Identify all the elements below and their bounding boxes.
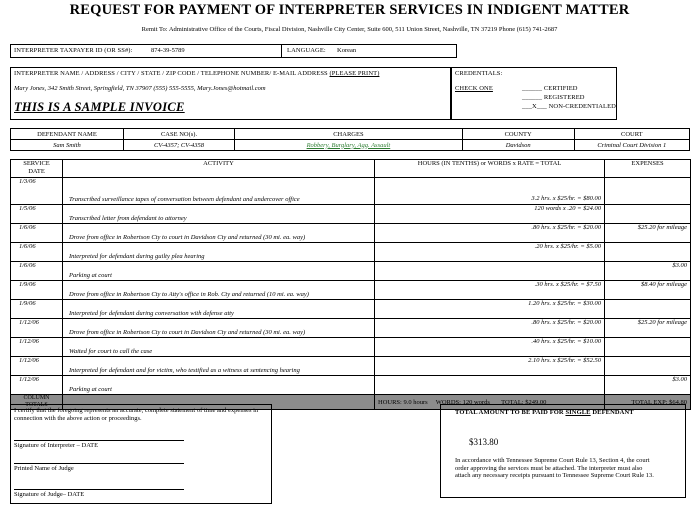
- judge-signature-label: Signature of Judge– DATE: [14, 491, 85, 498]
- judge-name-label: Printed Name of Judge: [14, 465, 74, 472]
- services-header-row: [11, 160, 691, 178]
- defendant-table: [10, 128, 690, 151]
- row-calc[interactable]: 3.2 hrs. x $25/hr. = $80.00: [375, 178, 605, 205]
- row-expense[interactable]: [605, 300, 691, 319]
- row-date[interactable]: 1/12/06: [11, 319, 63, 338]
- table-row: [11, 319, 691, 338]
- interpreter-name-value[interactable]: Mary Jones, 342 Smith Street, Springfield, TN 37907 (555) 555-5555, Mary.Jones@hotmail.com: [14, 85, 266, 92]
- interpreter-signature-line[interactable]: [14, 440, 184, 441]
- row-expense[interactable]: [605, 178, 691, 205]
- service-date-header: SERVICE DATE: [11, 160, 63, 178]
- row-activity[interactable]: Drove from office in Robertson Cty to Atty's office in Rob. Cty and returned (10 mi. ea. way): [63, 281, 375, 300]
- row-calc[interactable]: .80 hrs. x $25/hr. = $20.00: [375, 224, 605, 243]
- row-date[interactable]: 1/12/06: [11, 376, 63, 395]
- registered-option[interactable]: [522, 94, 585, 101]
- row-calc[interactable]: 120 words x .20 = $24.00: [375, 205, 605, 224]
- row-calc[interactable]: .20 hrs. x $25/hr. = $5.00: [375, 243, 605, 262]
- table-row: [11, 300, 691, 319]
- sample-invoice-banner: THIS IS A SAMPLE INVOICE: [14, 100, 185, 114]
- row-expense[interactable]: $25.20 for mileage: [605, 224, 691, 243]
- please-print-note: (PLEASE PRINT): [329, 70, 380, 77]
- row-calc[interactable]: .30 hrs. x $25/hr. = $7.50: [375, 281, 605, 300]
- table-row: [11, 357, 691, 376]
- row-activity[interactable]: Parking at court: [63, 376, 375, 395]
- certification-box: [10, 404, 272, 504]
- table-row: [11, 281, 691, 300]
- certified-blank: ______: [522, 85, 543, 92]
- row-date[interactable]: 1/3/06: [11, 178, 63, 205]
- total-hours: HOURS: 9.0 hours: [378, 398, 428, 406]
- row-activity[interactable]: Transcribed surveillance tapes of conversation between defendant and undercover office: [63, 178, 375, 205]
- table-row: [11, 205, 691, 224]
- judge-signature-line[interactable]: [14, 489, 184, 490]
- payment-amount[interactable]: $313.80: [469, 437, 499, 447]
- row-activity[interactable]: Parking at court: [63, 262, 375, 281]
- certified-text: CERTIFIED: [543, 85, 578, 92]
- row-date[interactable]: 1/5/06: [11, 205, 63, 224]
- row-calc[interactable]: [375, 262, 605, 281]
- expenses-header: EXPENSES: [605, 160, 691, 178]
- row-expense[interactable]: $8.40 for mileage: [605, 281, 691, 300]
- row-date[interactable]: 1/9/06: [11, 300, 63, 319]
- non-credentialed-mark: ___X___: [522, 103, 547, 110]
- total-amount: TOTAL: $249.00: [501, 398, 547, 406]
- case-no-value[interactable]: CV-4357; CV-4358: [123, 140, 234, 151]
- payment-label: [455, 409, 634, 416]
- table-row: [11, 338, 691, 357]
- payment-note: In accordance with Tennessee Supreme Court Rule 13, Section 4, the court order approving the services must be attached. The interpreter must also attach any necessary receipts pursuant to Tennessee Supreme Court Rule 13.: [455, 457, 654, 479]
- row-activity[interactable]: Interpreted for defendant during conversation with defense atty: [63, 300, 375, 319]
- row-expense[interactable]: $25.20 for mileage: [605, 319, 691, 338]
- row-date[interactable]: 1/6/06: [11, 243, 63, 262]
- row-date[interactable]: 1/6/06: [11, 262, 63, 281]
- payment-label-single: SINGLE: [565, 409, 591, 416]
- row-activity[interactable]: Interpreted for defendant and for victim, who testified as a witness at sentencing hearing: [63, 357, 375, 376]
- table-row: [11, 243, 691, 262]
- row-activity[interactable]: Waited for court to call the case: [63, 338, 375, 357]
- row-activity[interactable]: Transcribed letter from defendant to attorney: [63, 205, 375, 224]
- check-one-label: CHECK ONE: [455, 85, 493, 92]
- language-value[interactable]: Korean: [337, 47, 357, 54]
- interpreter-name-label-text: INTERPRETER NAME / ADDRESS / CITY / STATE / ZIP CODE / TELEPHONE NUMBER/ E-MAIL ADDRESS: [14, 70, 328, 77]
- county-header: COUNTY: [462, 129, 574, 140]
- case-no-header: CASE NO(s).: [123, 129, 234, 140]
- court-header: COURT: [574, 129, 689, 140]
- row-expense[interactable]: [605, 205, 691, 224]
- row-calc[interactable]: .80 hrs. x $25/hr. = $20.00: [375, 319, 605, 338]
- payment-label-prefix: TOTAL AMOUNT TO BE PAID FOR: [455, 409, 564, 416]
- certified-option[interactable]: [522, 85, 578, 92]
- charges-header: CHARGES: [235, 129, 463, 140]
- defendant-header-row: [11, 129, 690, 140]
- row-activity[interactable]: Interpreted for defendant during guilty plea hearing: [63, 243, 375, 262]
- row-date[interactable]: 1/9/06: [11, 281, 63, 300]
- defendant-name-header: DEFENDANT NAME: [11, 129, 124, 140]
- services-table: [10, 159, 691, 410]
- non-credentialed-text: NON-CREDENTIALED: [548, 103, 616, 110]
- table-row: [11, 178, 691, 205]
- row-expense[interactable]: $3.00: [605, 262, 691, 281]
- row-expense[interactable]: [605, 357, 691, 376]
- registered-blank: ______: [522, 94, 543, 101]
- row-calc[interactable]: 2.10 hrs. x $25/hr. = $52.50: [375, 357, 605, 376]
- taxpayer-value[interactable]: 874-39-5789: [151, 47, 185, 54]
- table-row: [11, 262, 691, 281]
- activity-header: ACTIVITY: [63, 160, 375, 178]
- defendant-name-value[interactable]: Sam Smith: [11, 140, 124, 151]
- taxpayer-box: [10, 44, 457, 58]
- row-calc[interactable]: [375, 376, 605, 395]
- row-calc[interactable]: .40 hrs. x $25/hr. = $10.00: [375, 338, 605, 357]
- taxpayer-label: INTERPRETER TAXPAYER ID (OR SS#):: [14, 47, 133, 54]
- row-calc[interactable]: 1.20 hrs. x $25/hr. = $30.00: [375, 300, 605, 319]
- hours-header: HOURS (IN TENTHS) or WORDS x RATE = TOTAL: [375, 160, 605, 178]
- payment-label-suffix: DEFENDANT: [592, 409, 634, 416]
- row-expense[interactable]: $3.00: [605, 376, 691, 395]
- remit-to-line: Remit To: Administrative Office of the Courts, Fiscal Division, Nashville City Center, Suite 600, 511 Union Street, Nashville, TN 37219 Phone (615) 741-2687: [141, 26, 558, 33]
- table-row: [11, 224, 691, 243]
- defendant-value-row: [11, 140, 690, 151]
- court-value[interactable]: Criminal Court Division 1: [574, 140, 689, 151]
- payment-box: [440, 404, 686, 498]
- interpreter-name-label: [14, 70, 379, 77]
- row-activity[interactable]: Drove from office in Robertson Cty to court in Davidson Cty and returned (30 mi. ea. way): [63, 224, 375, 243]
- total-expenses: TOTAL EXP: $64.80: [605, 395, 691, 410]
- total-words: WORDS: 120 words: [435, 398, 490, 406]
- row-date[interactable]: 1/6/06: [11, 224, 63, 243]
- form-title: REQUEST FOR PAYMENT OF INTERPRETER SERVICES IN INDIGENT MATTER: [69, 2, 630, 18]
- judge-name-line[interactable]: [14, 463, 184, 464]
- credentials-label: CREDENTIALS:: [455, 70, 503, 77]
- row-date[interactable]: 1/12/06: [11, 357, 63, 376]
- registered-text: REGISTERED: [543, 94, 585, 101]
- certification-statement: I certify that the foregoing represents an accurate, complete statement of time and expenses in connection with the above action or proceedings.: [14, 407, 259, 422]
- column-totals-label: COLUMN TOTALS: [11, 395, 63, 410]
- credentials-box: [451, 67, 617, 120]
- charges-value[interactable]: Robbery, Burglary, Agg. Assault: [235, 140, 463, 151]
- row-activity[interactable]: Drove from office in Robertson Cty to court in Davidson Cty and returned (30 mi. ea. way): [63, 319, 375, 338]
- interpreter-signature-label: Signature of Interpreter – DATE: [14, 442, 99, 449]
- interpreter-info-box: [10, 67, 451, 120]
- row-expense[interactable]: [605, 338, 691, 357]
- language-label: LANGUAGE:: [287, 47, 326, 54]
- non-credentialed-option[interactable]: [522, 103, 616, 110]
- row-date[interactable]: 1/12/06: [11, 338, 63, 357]
- county-value[interactable]: Davidson: [462, 140, 574, 151]
- taxpayer-divider: [281, 45, 282, 58]
- row-expense[interactable]: [605, 243, 691, 262]
- table-row: [11, 376, 691, 395]
